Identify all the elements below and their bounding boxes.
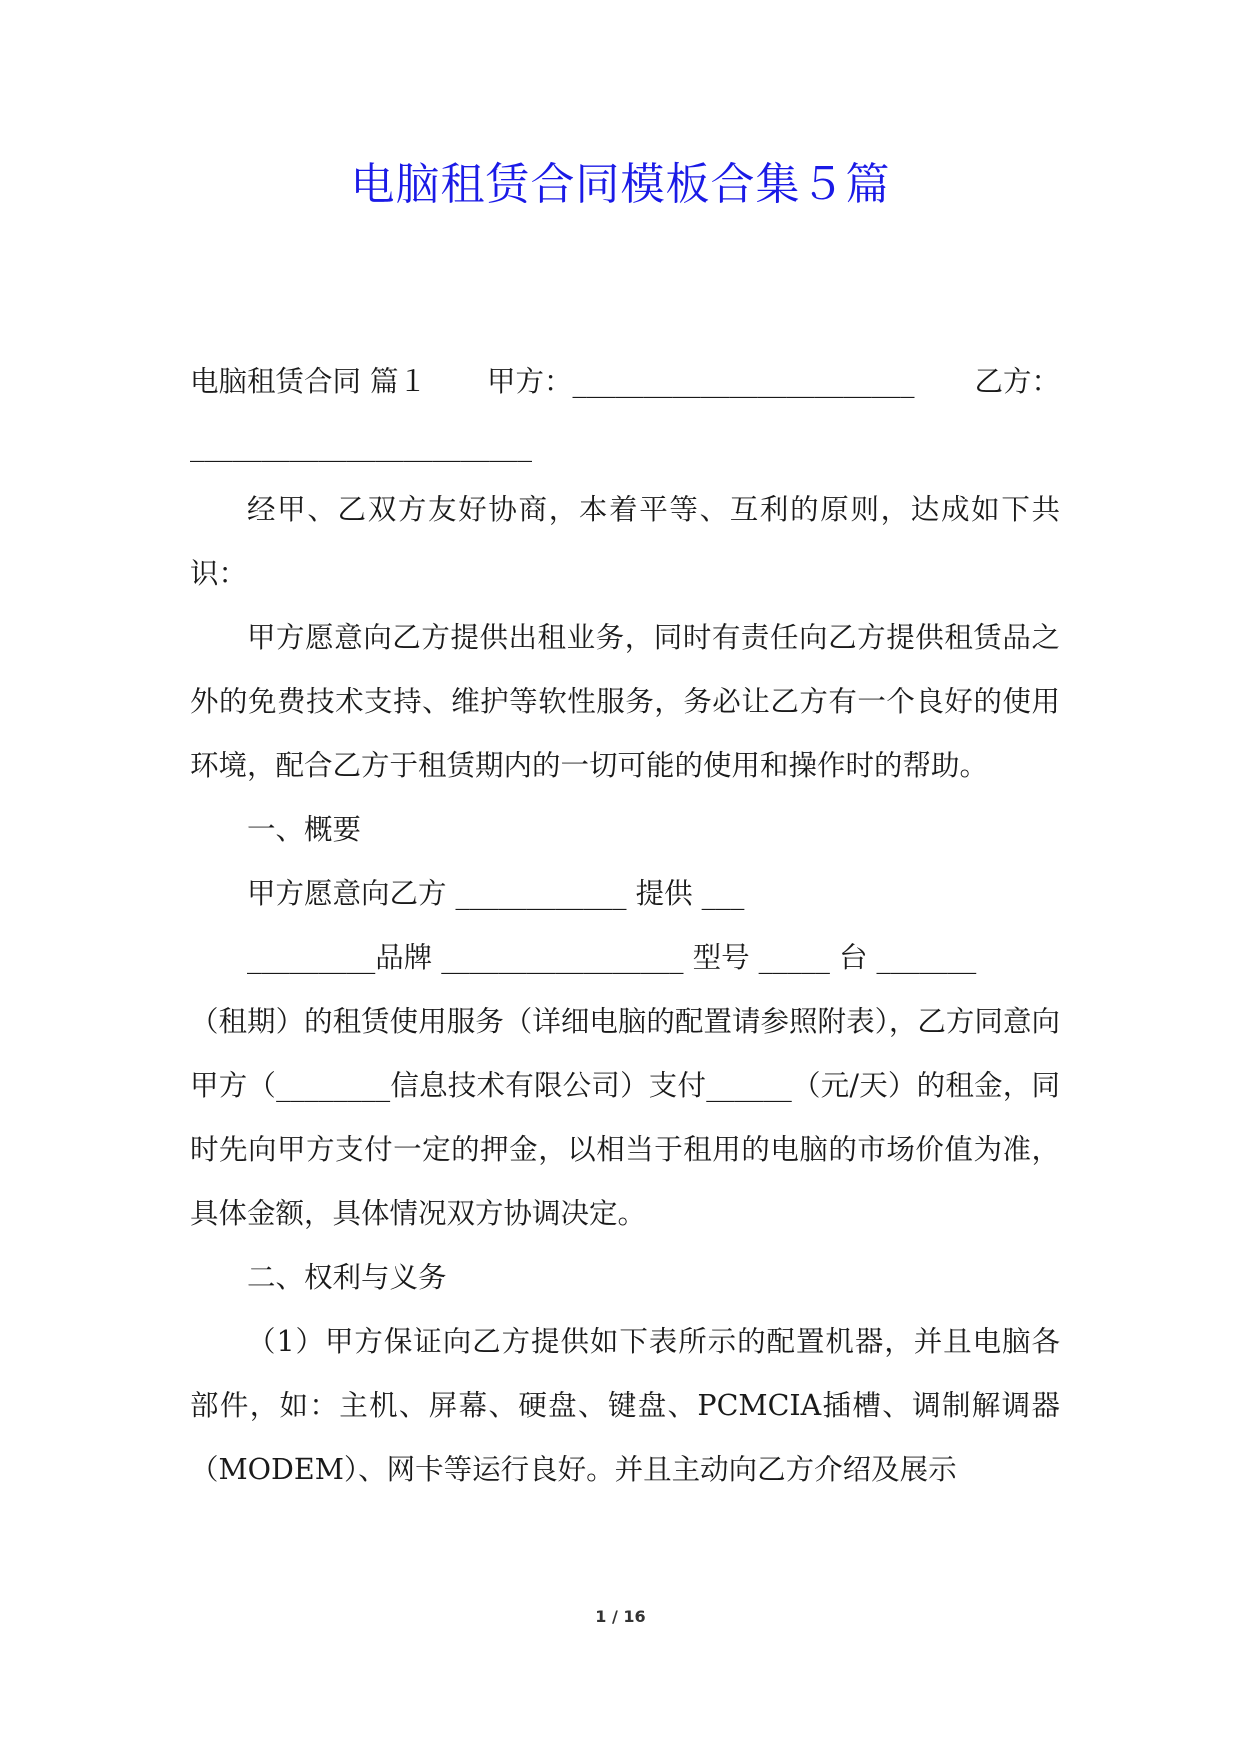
paragraph-consensus: 经甲、乙双方友好协商，本着平等、互利的原则，达成如下共识： <box>190 493 1060 590</box>
page-indicator: 1 / 16 <box>595 1607 646 1626</box>
party-b-label: 乙方： <box>974 365 1060 398</box>
overview-line-2: _________品牌 _________________ 型号 _____ 台 _______ <box>247 941 977 974</box>
party-a <box>487 350 915 414</box>
overview-paragraph: （租期）的租赁使用服务（详细电脑的配置请参照附表），乙方同意向甲方（________信息技术有限公司）支付______（元/天）的租金，同时先向甲方支付一定的押金，以相当于租用的电脑的市场价值为准，具体金额，具体情况双方协调决定。 <box>190 1005 1060 1230</box>
document-body <box>190 350 1060 1502</box>
article-label: 电脑租赁合同 篇１ <box>190 365 428 398</box>
party-a-label: 甲方： <box>487 365 573 398</box>
paragraph-service: 甲方愿意向乙方提供出租业务，同时有责任向乙方提供租赁品之外的免费技术支持、维护等软性服务，务必让乙方有一个良好的使用环境，配合乙方于租赁期内的一切可能的使用和操作时的帮助。 <box>190 621 1060 782</box>
party-b-blank: ________________________ <box>190 429 532 462</box>
document-title: 电脑租赁合同模板合集５篇 <box>350 159 891 210</box>
section-heading-overview: 一、概要 <box>247 813 362 846</box>
rights-paragraph-1: （1）甲方保证向乙方提供如下表所示的配置机器，并且电脑各部件，如：主机、屏幕、硬盘、键盘、PCMCIA插槽、调制解调器（MODEM）、网卡等运行良好。并且主动向乙方介绍及展示 <box>190 1325 1060 1486</box>
overview-line-1: 甲方愿意向乙方 ____________ 提供 ___ <box>247 877 745 910</box>
party-a-blank: ________________________ <box>572 365 915 398</box>
contract-header-line <box>190 350 1060 414</box>
section-heading-rights: 二、权利与义务 <box>247 1261 447 1294</box>
